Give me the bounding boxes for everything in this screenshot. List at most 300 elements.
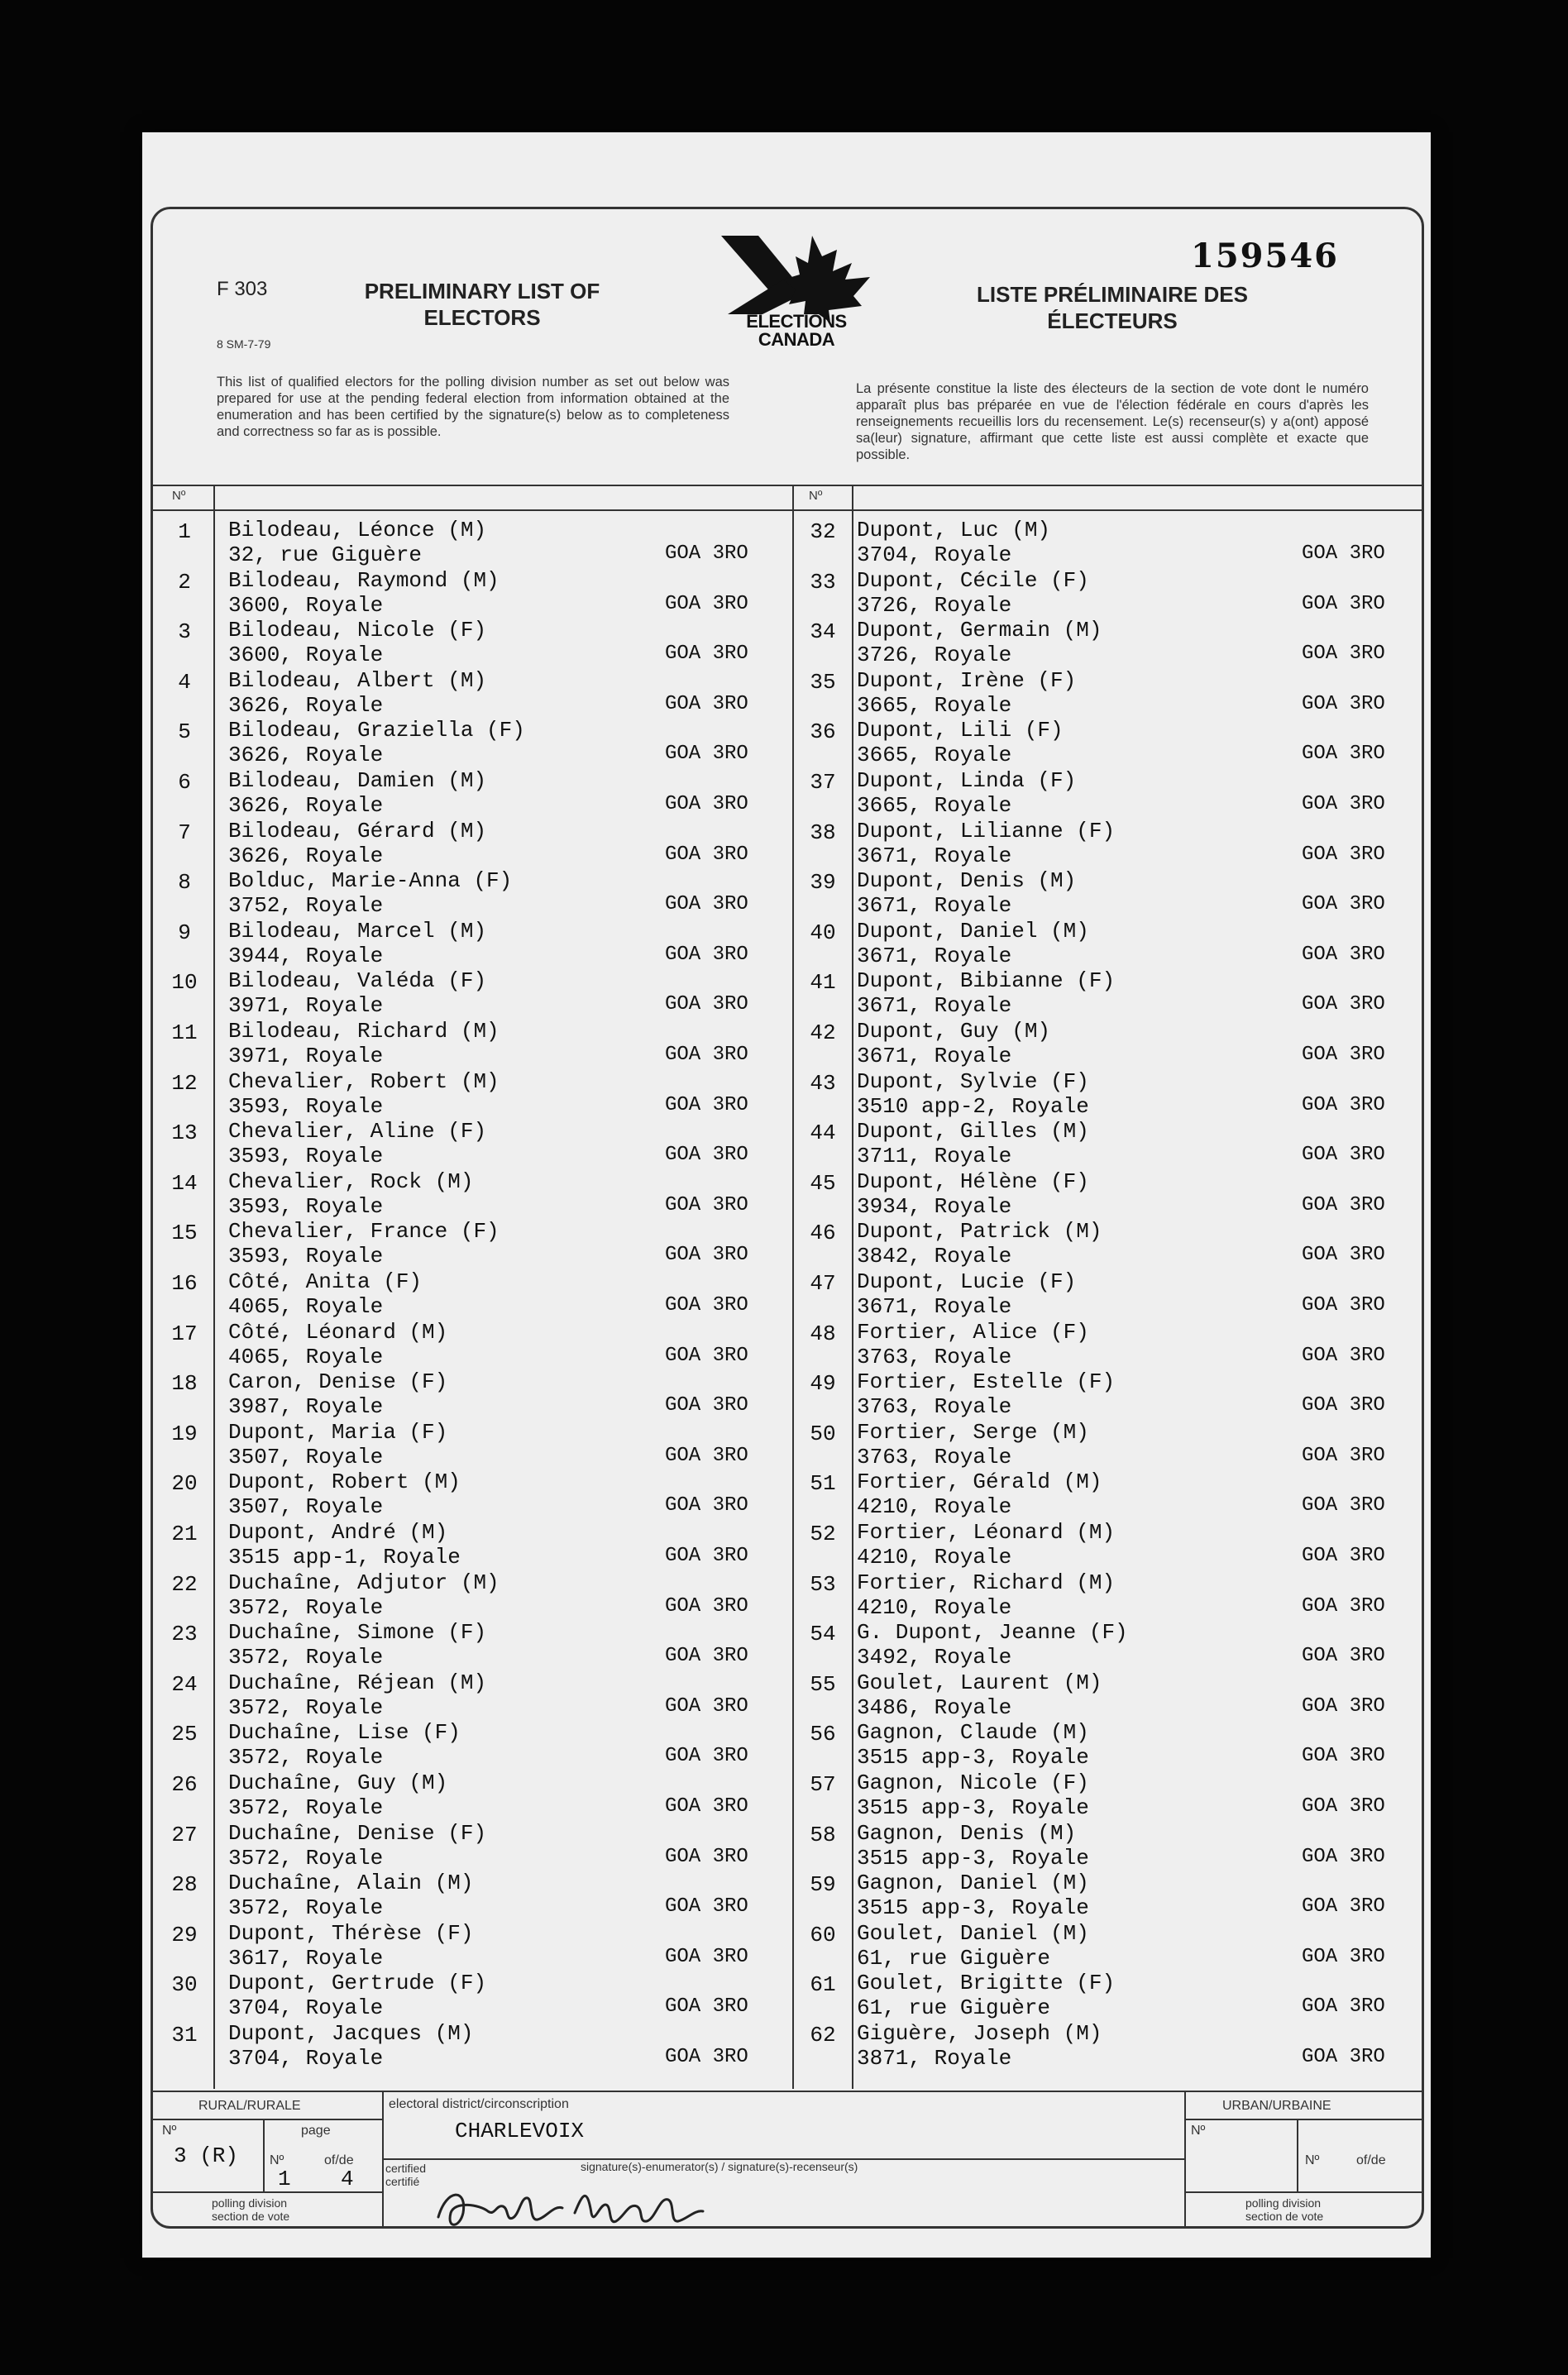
elector-postal-code: GOA 3RO <box>1302 743 1385 766</box>
elector-postal-code: GOA 3RO <box>1302 1093 1385 1116</box>
elector-number: 15 <box>171 1221 198 1246</box>
elector-address: 3593, Royale <box>228 1193 384 1219</box>
elector-name: Dupont, Denis (M) <box>857 868 1077 894</box>
page-total: 4 <box>341 2167 354 2191</box>
elector-row <box>794 563 1419 618</box>
elector-postal-code: GOA 3RO <box>665 2046 748 2068</box>
elector-address: 3572, Royale <box>228 1745 384 1770</box>
elector-postal-code: GOA 3RO <box>1302 1294 1385 1317</box>
elector-postal-code: GOA 3RO <box>1302 1545 1385 1567</box>
elector-postal-code: GOA 3RO <box>665 1193 748 1216</box>
table-top-rule <box>152 485 1422 486</box>
elector-number: 16 <box>171 1271 198 1296</box>
elector-address: 3600, Royale <box>228 643 384 668</box>
elector-row <box>155 1214 786 1269</box>
elector-postal-code: GOA 3RO <box>1302 1444 1385 1467</box>
elector-address: 3572, Royale <box>228 1895 384 1921</box>
elector-number: 29 <box>171 1922 198 1947</box>
elector-row <box>155 1064 786 1119</box>
elector-number: 31 <box>171 2023 198 2048</box>
elector-address: 3987, Royale <box>228 1394 384 1420</box>
elector-postal-code: GOA 3RO <box>1302 1244 1385 1267</box>
elector-number: 34 <box>810 619 836 645</box>
elector-name: Fortier, Richard (M) <box>857 1570 1116 1595</box>
elector-row <box>155 1465 786 1520</box>
elector-address: 3763, Royale <box>857 1344 1012 1369</box>
elector-name: Bilodeau, Gérard (M) <box>228 818 487 843</box>
elector-postal-code: GOA 3RO <box>665 1444 748 1467</box>
elector-number: 8 <box>178 870 191 896</box>
elector-number: 2 <box>178 569 191 595</box>
title-en-line1: PRELIMINARY LIST OF <box>364 279 600 303</box>
rural-page-divider <box>263 2119 265 2191</box>
elector-address: 4065, Royale <box>228 1294 384 1319</box>
elector-address: 3626, Royale <box>228 743 384 768</box>
elector-number: 14 <box>171 1170 198 1196</box>
elector-name: Dupont, Guy (M) <box>857 1019 1051 1044</box>
elector-postal-code: GOA 3RO <box>665 1845 748 1868</box>
elector-name: Gagnon, Denis (M) <box>857 1820 1077 1846</box>
elector-row <box>155 1665 786 1720</box>
elector-address: 3704, Royale <box>228 1995 384 2021</box>
elector-row <box>155 563 786 618</box>
logo-text <box>701 313 892 349</box>
elector-address: 3665, Royale <box>857 793 1012 818</box>
elector-number: 27 <box>171 1822 198 1847</box>
elector-address: 3515 app-3, Royale <box>857 1795 1089 1820</box>
elector-row <box>155 1615 786 1670</box>
elector-row <box>155 513 786 567</box>
elector-postal-code: GOA 3RO <box>665 1294 748 1317</box>
elector-number: 36 <box>810 719 836 745</box>
elector-row <box>155 963 786 1019</box>
elector-number: 56 <box>810 1722 836 1747</box>
elector-number: 32 <box>810 519 836 544</box>
elector-postal-code: GOA 3RO <box>1302 1995 1385 2019</box>
elector-address: 4065, Royale <box>228 1344 384 1369</box>
rural-page-of-label: of/de <box>324 2153 354 2167</box>
elector-row <box>155 1816 786 1871</box>
elector-address: 3593, Royale <box>228 1093 384 1119</box>
elector-postal-code: GOA 3RO <box>665 1645 748 1668</box>
elector-address: 32, rue Giguère <box>228 542 423 567</box>
elector-address: 3507, Royale <box>228 1444 384 1469</box>
elector-number: 26 <box>171 1772 198 1797</box>
elector-postal-code: GOA 3RO <box>665 1144 748 1167</box>
rural-no-label: Nº <box>162 2124 177 2138</box>
elector-name: Dupont, Patrick (M) <box>857 1219 1102 1245</box>
elector-number: 61 <box>810 1972 836 1998</box>
logo-line2: CANADA <box>758 329 835 350</box>
elector-number: 42 <box>810 1020 836 1045</box>
urban-polling-label-en: polling division <box>1245 2196 1322 2210</box>
elector-name: Dupont, Robert (M) <box>228 1469 461 1495</box>
elector-postal-code: GOA 3RO <box>665 1795 748 1818</box>
elector-row <box>794 713 1419 768</box>
elector-number: 33 <box>810 569 836 595</box>
intro-english: This list of qualified electors for the polling division number as set out below was prepared for use at the pending federal election from information obtained at the enumeration and has been certified by the signature(s) below as to completeness and correctness so far as is possible. <box>217 375 729 439</box>
elector-number: 60 <box>810 1922 836 1947</box>
right-number-header: Nº <box>809 489 823 503</box>
elector-name: Bilodeau, Albert (M) <box>228 667 487 693</box>
urban-page-no-label: Nº <box>1305 2153 1320 2167</box>
elector-row <box>794 1615 1419 1670</box>
elector-postal-code: GOA 3RO <box>665 1545 748 1567</box>
elector-postal-code: GOA 3RO <box>1302 1344 1385 1367</box>
elector-postal-code: GOA 3RO <box>665 793 748 815</box>
elector-postal-code: GOA 3RO <box>1302 1945 1385 1968</box>
elector-number: 22 <box>171 1571 198 1597</box>
certified-label-fr: certifié <box>385 2175 420 2188</box>
elector-number: 24 <box>171 1671 198 1697</box>
elector-postal-code: GOA 3RO <box>1302 643 1385 666</box>
elector-address: 3665, Royale <box>857 743 1012 768</box>
elector-number: 57 <box>810 1772 836 1797</box>
elector-number: 6 <box>178 770 191 795</box>
elector-address: 3763, Royale <box>857 1394 1012 1420</box>
elector-address: 3510 app-2, Royale <box>857 1093 1089 1119</box>
rural-page-label: page <box>301 2124 331 2138</box>
elector-row <box>794 1164 1419 1219</box>
elector-number: 41 <box>810 970 836 996</box>
elector-name: Bilodeau, Richard (M) <box>228 1019 500 1044</box>
elector-postal-code: GOA 3RO <box>1302 592 1385 615</box>
urban-label-rule <box>1184 2119 1422 2120</box>
elector-address: 3572, Royale <box>228 1795 384 1820</box>
table-header-rule <box>152 509 1422 511</box>
elector-number: 46 <box>810 1221 836 1246</box>
elector-row <box>794 1264 1419 1319</box>
elector-number: 50 <box>810 1421 836 1446</box>
elector-number: 52 <box>810 1522 836 1546</box>
elector-number: 30 <box>171 1972 198 1998</box>
elector-name: Fortier, Serge (M) <box>857 1419 1089 1445</box>
elector-number: 35 <box>810 669 836 695</box>
footer-divider-right <box>1184 2091 1186 2227</box>
elector-number: 53 <box>810 1571 836 1597</box>
urban-box-rule <box>1184 2191 1422 2193</box>
elector-row <box>794 1866 1419 1921</box>
elector-address: 3704, Royale <box>857 542 1012 567</box>
elector-postal-code: GOA 3RO <box>665 843 748 866</box>
elector-address: 3593, Royale <box>228 1244 384 1269</box>
elector-name: Duchaîne, Denise (F) <box>228 1820 487 1846</box>
page-number: 1 <box>278 2167 291 2191</box>
elector-number: 59 <box>810 1872 836 1898</box>
elector-name: Dupont, Lili (F) <box>857 718 1064 743</box>
elector-name: Caron, Denise (F) <box>228 1369 448 1395</box>
elector-number: 4 <box>178 669 191 695</box>
elector-number: 1 <box>178 519 191 544</box>
elector-row <box>155 814 786 868</box>
elector-name: Fortier, Léonard (M) <box>857 1520 1116 1545</box>
elector-postal-code: GOA 3RO <box>1302 893 1385 916</box>
urban-label: URBAN/URBAINE <box>1222 2099 1331 2113</box>
elector-postal-code: GOA 3RO <box>1302 1745 1385 1768</box>
elector-number: 11 <box>171 1020 198 1045</box>
elector-row <box>794 1665 1419 1720</box>
elector-row <box>155 1866 786 1921</box>
elector-row <box>155 1264 786 1319</box>
elector-postal-code: GOA 3RO <box>665 1344 748 1367</box>
elector-address: 61, rue Giguère <box>857 1945 1051 1971</box>
elector-address: 3572, Royale <box>228 1594 384 1620</box>
elector-name: Bilodeau, Marcel (M) <box>228 918 487 944</box>
elector-name: Fortier, Gérald (M) <box>857 1469 1102 1495</box>
elector-row <box>155 1315 786 1369</box>
elector-number: 48 <box>810 1321 836 1346</box>
elector-name: Dupont, Maria (F) <box>228 1419 448 1445</box>
elector-number: 13 <box>171 1121 198 1146</box>
elector-number: 23 <box>171 1622 198 1647</box>
elector-row <box>794 663 1419 718</box>
elector-address: 3665, Royale <box>857 692 1012 718</box>
rural-polling-label-en: polling division <box>212 2196 288 2210</box>
elector-row <box>794 1816 1419 1871</box>
elector-name: Duchaîne, Simone (F) <box>228 1620 487 1646</box>
elector-name: Gagnon, Claude (M) <box>857 1720 1089 1746</box>
form-code: 8 SM-7-79 <box>217 337 271 351</box>
elector-number: 10 <box>171 970 198 996</box>
elector-address: 3492, Royale <box>857 1645 1012 1670</box>
elector-postal-code: GOA 3RO <box>1302 943 1385 966</box>
elector-name: Bilodeau, Raymond (M) <box>228 567 500 593</box>
elector-address: 3752, Royale <box>228 893 384 919</box>
elector-row <box>794 763 1419 818</box>
elector-name: Duchaîne, Lise (F) <box>228 1720 461 1746</box>
elector-name: Dupont, Gertrude (F) <box>228 1971 487 1996</box>
elector-address: 3763, Royale <box>857 1444 1012 1469</box>
elector-address: 3871, Royale <box>857 2046 1012 2071</box>
elector-address: 3971, Royale <box>228 993 384 1019</box>
elector-address: 4210, Royale <box>857 1494 1012 1520</box>
elector-row <box>794 613 1419 668</box>
elector-postal-code: GOA 3RO <box>1302 1795 1385 1818</box>
elector-name: Chevalier, Rock (M) <box>228 1168 474 1194</box>
elector-postal-code: GOA 3RO <box>1302 1845 1385 1868</box>
rural-box-rule <box>152 2191 382 2193</box>
elector-name: Dupont, Thérèse (F) <box>228 1920 474 1946</box>
elector-address: 3626, Royale <box>228 793 384 818</box>
elector-row <box>155 763 786 818</box>
elector-postal-code: GOA 3RO <box>1302 993 1385 1016</box>
elector-postal-code: GOA 3RO <box>665 692 748 715</box>
title-french <box>939 281 1286 334</box>
elector-number: 45 <box>810 1170 836 1196</box>
elector-number: 7 <box>178 820 191 845</box>
elector-postal-code: GOA 3RO <box>665 1244 748 1267</box>
elector-address: 3671, Royale <box>857 843 1012 868</box>
certified-label-en: certified <box>385 2162 427 2175</box>
elector-address: 3626, Royale <box>228 843 384 868</box>
elector-number: 49 <box>810 1371 836 1397</box>
elector-postal-code: GOA 3RO <box>1302 1044 1385 1066</box>
elector-row <box>155 1715 786 1770</box>
electoral-district: CHARLEVOIX <box>455 2119 585 2143</box>
elector-postal-code: GOA 3RO <box>1302 843 1385 866</box>
elector-name: Dupont, Daniel (M) <box>857 918 1089 944</box>
elector-address: 4210, Royale <box>857 1545 1012 1570</box>
elector-postal-code: GOA 3RO <box>1302 1645 1385 1668</box>
elector-row <box>794 1114 1419 1169</box>
elector-row <box>794 513 1419 567</box>
elector-row <box>155 1966 786 2021</box>
elector-name: Côté, Anita (F) <box>228 1269 423 1294</box>
elector-postal-code: GOA 3RO <box>1302 1494 1385 1517</box>
electoral-district-label: electoral district/circonscription <box>389 2097 569 2111</box>
elector-row <box>794 1565 1419 1620</box>
elector-postal-code: GOA 3RO <box>665 542 748 565</box>
elector-address: 3842, Royale <box>857 1244 1012 1269</box>
elector-name: Dupont, Germain (M) <box>857 618 1102 643</box>
elector-row <box>794 863 1419 919</box>
elector-row <box>794 1966 1419 2021</box>
elector-address: 3593, Royale <box>228 1144 384 1169</box>
elector-number: 12 <box>171 1070 198 1096</box>
elector-row <box>794 1364 1419 1420</box>
elector-name: Gagnon, Daniel (M) <box>857 1871 1089 1896</box>
elector-postal-code: GOA 3RO <box>665 1093 748 1116</box>
elector-name: Dupont, Luc (M) <box>857 518 1051 542</box>
elector-postal-code: GOA 3RO <box>665 1895 748 1919</box>
elector-name: Dupont, Jacques (M) <box>228 2021 474 2046</box>
elector-row <box>155 1515 786 1570</box>
elector-name: Bolduc, Marie-Anna (F) <box>228 868 513 894</box>
title-fr-line1: LISTE PRÉLIMINAIRE DES <box>977 282 1248 307</box>
elector-postal-code: GOA 3RO <box>665 993 748 1016</box>
elector-name: Duchaîne, Adjutor (M) <box>228 1570 500 1595</box>
elector-name: Dupont, Cécile (F) <box>857 567 1089 593</box>
elector-name: Bilodeau, Léonce (M) <box>228 518 487 542</box>
elector-number: 3 <box>178 619 191 645</box>
elector-name: Bilodeau, Nicole (F) <box>228 618 487 643</box>
elector-postal-code: GOA 3RO <box>665 943 748 966</box>
intro-french: La présente constitue la liste des électeurs de la section de vote dont le numéro apparaît plus bas préparée en vue de l'élection fédérale en cours d'après les renseignements recueillis lors du recensement. Le(s) recenseur(s) y a(ont) apposé sa(leur) signature, affirmant que cette liste est aussi complète et exacte que possible. <box>856 381 1369 462</box>
elector-row <box>155 1565 786 1620</box>
elector-row <box>794 914 1419 968</box>
urban-page-of-label: of/de <box>1356 2153 1386 2167</box>
elector-name: Dupont, Lucie (F) <box>857 1269 1077 1294</box>
elector-address: 3671, Royale <box>857 993 1012 1019</box>
elector-number: 37 <box>810 770 836 795</box>
elector-postal-code: GOA 3RO <box>665 592 748 615</box>
elector-name: Dupont, Hélène (F) <box>857 1168 1089 1194</box>
elector-number: 21 <box>171 1522 198 1546</box>
elector-row <box>794 1064 1419 1119</box>
elector-name: Dupont, Sylvie (F) <box>857 1068 1089 1094</box>
elector-name: Dupont, Irène (F) <box>857 667 1077 693</box>
elector-postal-code: GOA 3RO <box>1302 2046 1385 2068</box>
elector-address: 3944, Royale <box>228 943 384 968</box>
elector-name: Bilodeau, Damien (M) <box>228 768 487 793</box>
elector-number: 20 <box>171 1471 198 1497</box>
elector-address: 61, rue Giguère <box>857 1995 1051 2021</box>
elector-address: 3934, Royale <box>857 1193 1012 1219</box>
elector-address: 3671, Royale <box>857 943 1012 968</box>
elector-postal-code: GOA 3RO <box>665 1594 748 1618</box>
elector-number: 62 <box>810 2023 836 2048</box>
title-english <box>329 278 635 331</box>
elector-number: 51 <box>810 1471 836 1497</box>
elector-address: 3572, Royale <box>228 1645 384 1670</box>
elector-postal-code: GOA 3RO <box>665 893 748 916</box>
elector-name: Goulet, Daniel (M) <box>857 1920 1089 1946</box>
elector-row <box>794 1715 1419 1770</box>
elector-postal-code: GOA 3RO <box>1302 542 1385 565</box>
rural-polling-label-fr: section de vote <box>212 2210 290 2223</box>
elector-postal-code: GOA 3RO <box>665 1044 748 1066</box>
elector-number: 58 <box>810 1822 836 1847</box>
left-number-header: Nº <box>172 489 186 503</box>
elector-row <box>794 1766 1419 1820</box>
elector-number: 47 <box>810 1271 836 1296</box>
footer-top-rule <box>152 2091 1422 2092</box>
elector-row <box>155 613 786 668</box>
elector-row <box>794 1014 1419 1068</box>
urban-polling-label-fr: section de vote <box>1245 2210 1324 2223</box>
elector-address: 3515 app-1, Royale <box>228 1545 461 1570</box>
elector-address: 3486, Royale <box>857 1694 1012 1720</box>
elector-row <box>155 1114 786 1169</box>
elector-address: 3515 app-3, Royale <box>857 1745 1089 1770</box>
elector-row <box>794 963 1419 1019</box>
elector-name: Chevalier, Aline (F) <box>228 1119 487 1144</box>
elector-row <box>155 1415 786 1469</box>
elector-number: 25 <box>171 1722 198 1747</box>
elector-row <box>794 1515 1419 1570</box>
elector-row <box>794 2016 1419 2071</box>
elector-row <box>794 1916 1419 1971</box>
elector-postal-code: GOA 3RO <box>1302 793 1385 815</box>
elector-postal-code: GOA 3RO <box>665 643 748 666</box>
elector-number: 43 <box>810 1070 836 1096</box>
urban-page-divider <box>1297 2119 1298 2191</box>
elector-number: 54 <box>810 1622 836 1647</box>
serial-number: 159546 <box>1191 237 1339 275</box>
elector-address: 3671, Royale <box>857 893 1012 919</box>
elector-row <box>794 1465 1419 1520</box>
elector-address: 3626, Royale <box>228 692 384 718</box>
elector-postal-code: GOA 3RO <box>1302 692 1385 715</box>
elector-postal-code: GOA 3RO <box>665 743 748 766</box>
elector-name: Fortier, Estelle (F) <box>857 1369 1116 1395</box>
elector-row <box>794 1415 1419 1469</box>
elector-name: Dupont, Bibianne (F) <box>857 968 1116 994</box>
elector-row <box>155 1164 786 1219</box>
elector-name: Côté, Léonard (M) <box>228 1319 448 1345</box>
title-fr-line2: ÉLECTEURS <box>1047 308 1178 333</box>
elector-postal-code: GOA 3RO <box>1302 1394 1385 1417</box>
elector-name: Bilodeau, Valéda (F) <box>228 968 487 994</box>
elector-row <box>155 1364 786 1420</box>
elector-name: Dupont, Lilianne (F) <box>857 818 1116 843</box>
elector-address: 3600, Royale <box>228 592 384 618</box>
elector-address: 4210, Royale <box>857 1594 1012 1620</box>
elector-name: Goulet, Laurent (M) <box>857 1670 1102 1695</box>
elector-number: 28 <box>171 1872 198 1898</box>
logo-line1: ELECTIONS <box>746 311 847 332</box>
elector-postal-code: GOA 3RO <box>1302 1193 1385 1216</box>
elector-name: Dupont, Linda (F) <box>857 768 1077 793</box>
elector-number: 17 <box>171 1321 198 1346</box>
elector-postal-code: GOA 3RO <box>665 1995 748 2019</box>
elector-name: Chevalier, France (F) <box>228 1219 500 1245</box>
elector-name: Duchaîne, Guy (M) <box>228 1770 448 1795</box>
elector-postal-code: GOA 3RO <box>1302 1594 1385 1618</box>
elector-address: 3572, Royale <box>228 1845 384 1871</box>
elector-row <box>155 863 786 919</box>
elector-postal-code: GOA 3RO <box>665 1694 748 1718</box>
